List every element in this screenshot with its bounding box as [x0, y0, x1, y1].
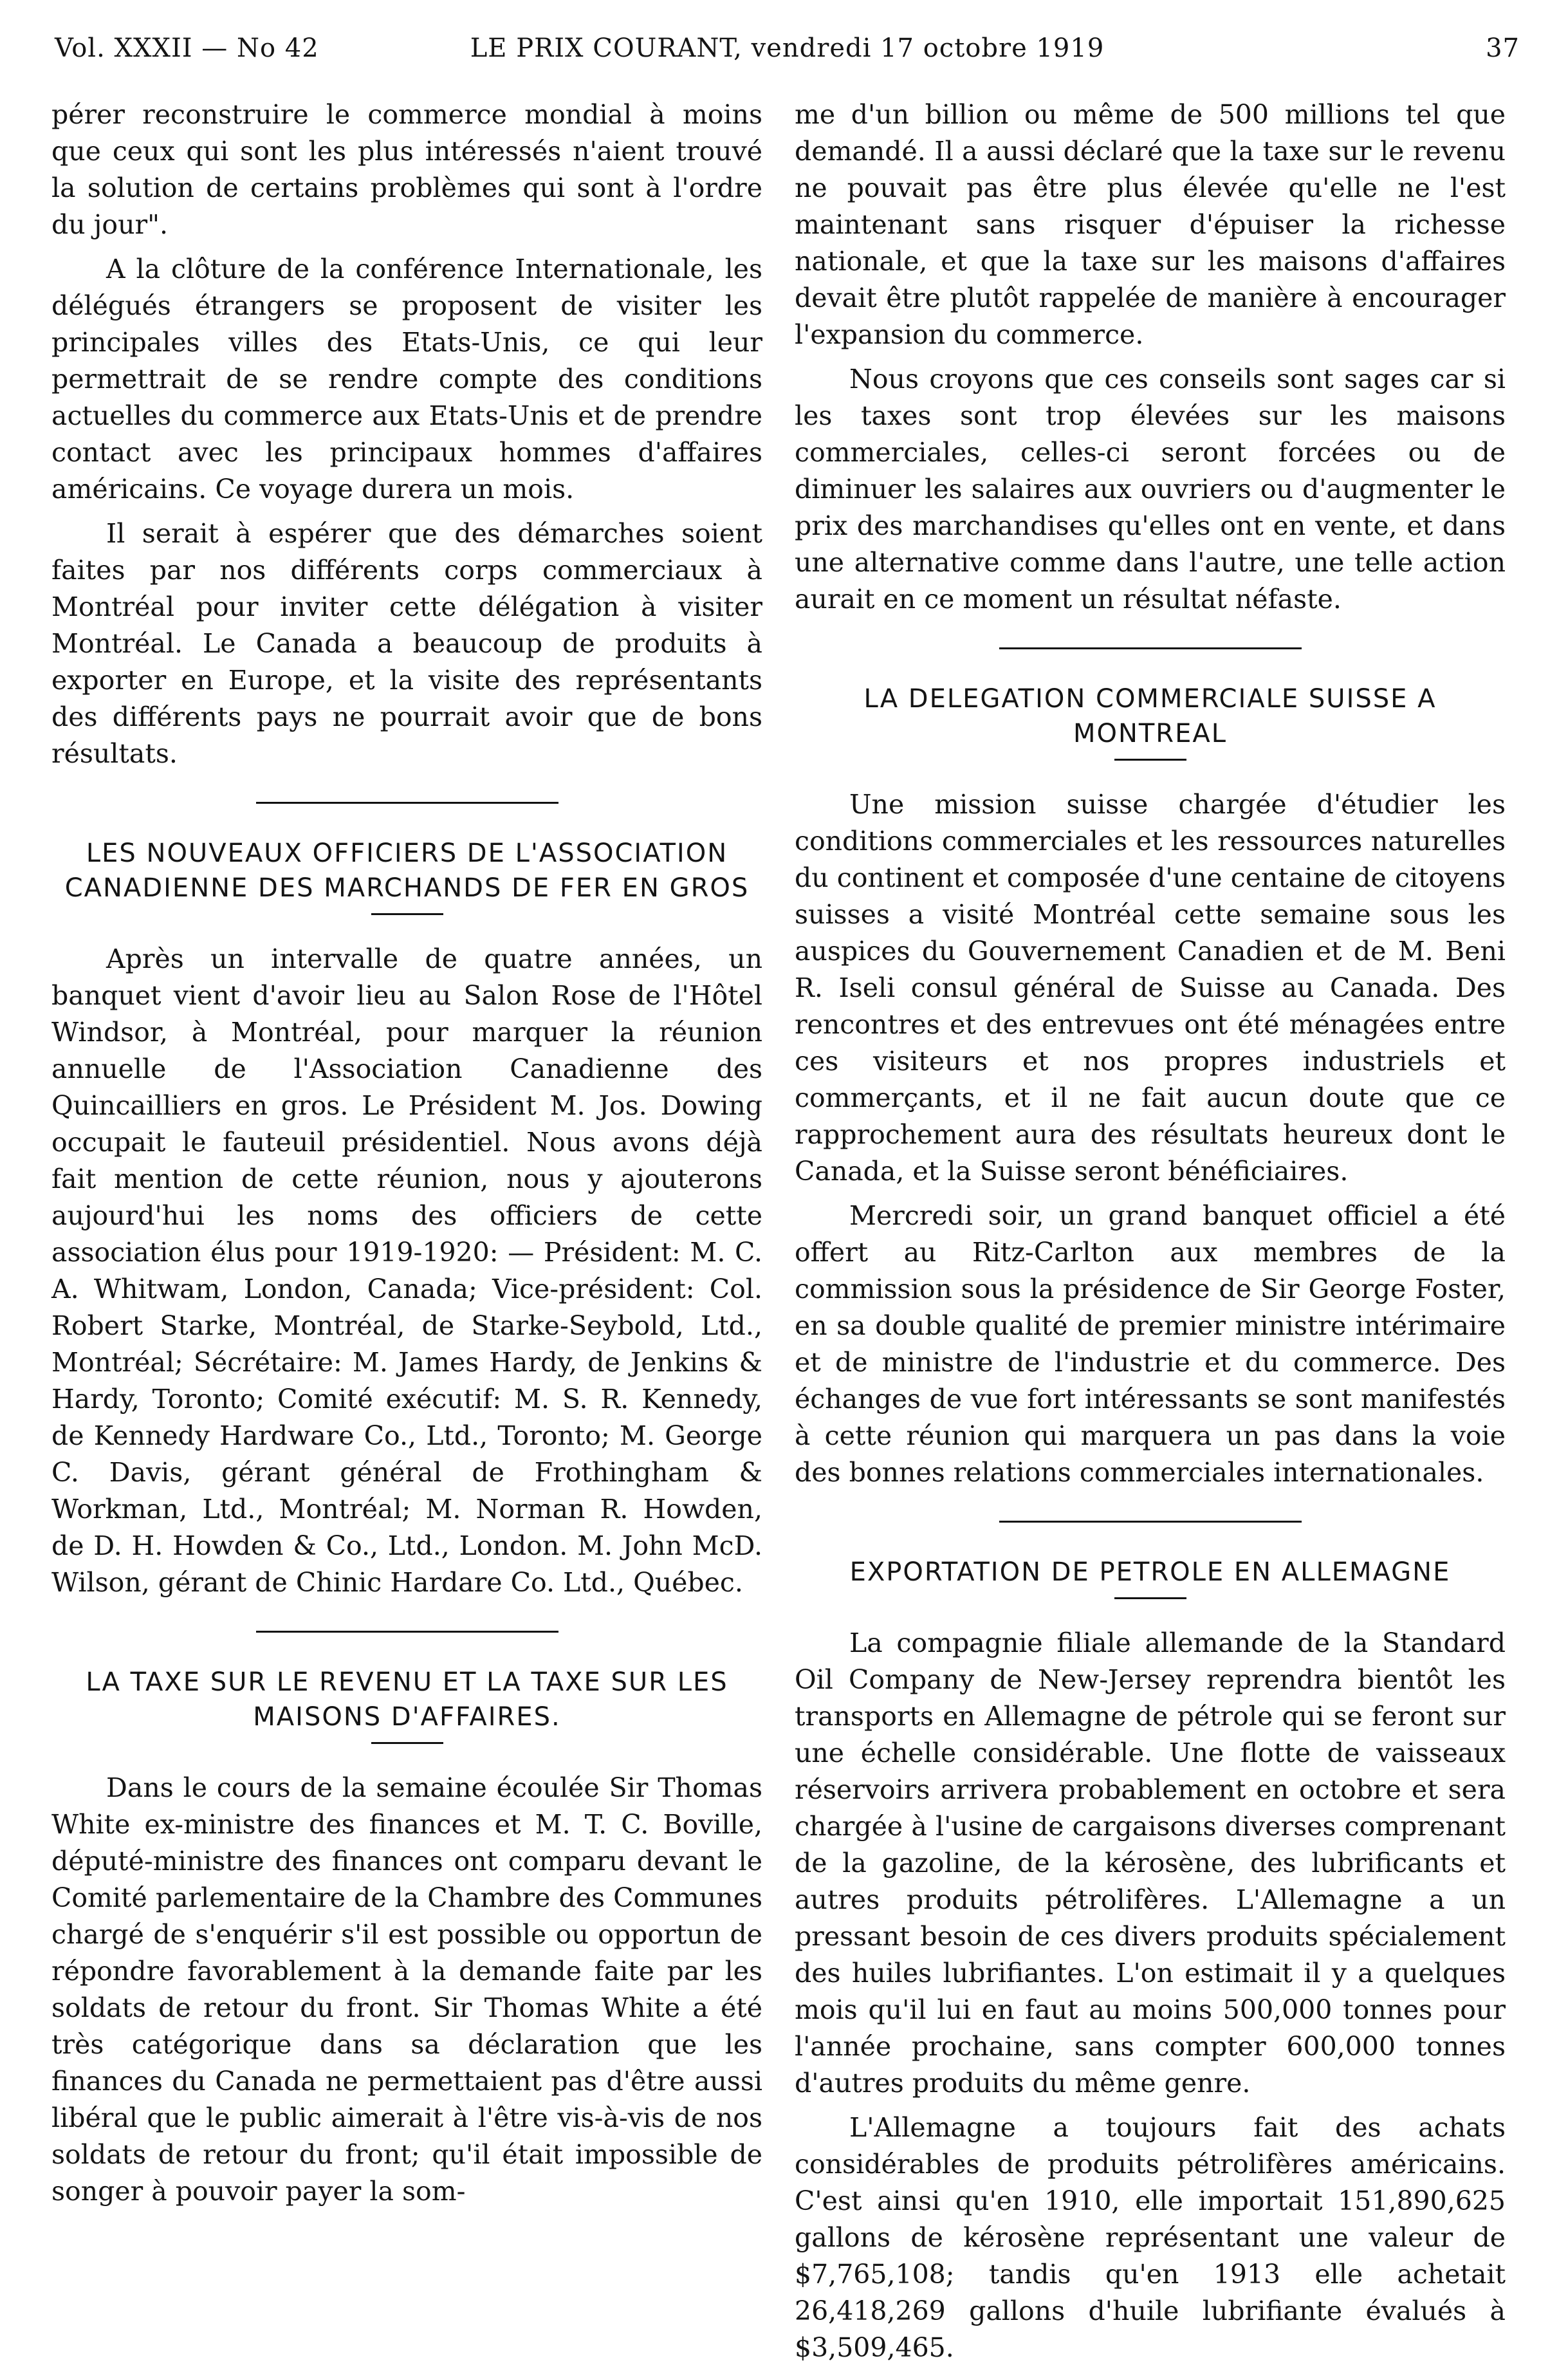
article-title: LES NOUVEAUX OFFICIERS DE L'ASSOCIATION CANADIENNE DES MARCHANDS DE FER EN GROS	[64, 839, 750, 903]
paragraph: Il serait à espérer que des démarches soient faites par nos différents corps commerciaux à Montréal pour inviter cette délégation à visiter Montréal. Le Canada a beaucoup de produits à exporter en Europe, et la visite des représentants des différents pays ne pourrait avoir que de bons résultats.	[51, 518, 762, 769]
section-divider	[999, 1521, 1302, 1523]
paragraph: Dans le cours de la semaine écoulée Sir Thomas White ex-ministre des finances et M. T. C. Boville, député-ministre des finances ont comparu devant le Comité parlementaire de la Chambre des Communes chargé de s'enquérir s'il est possible ou opportun de répondre favorablement à la demande faite par les soldats de retour du front. Sir Thomas White a été très catégorique dans sa déclaration que les finances du Canada ne permettaient pas d'être aussi libéral que le public aimerait à l'être vis-à-vis de nos soldats de retour du front; qu'il était impossible de songer à pouvoir payer la som-	[51, 1772, 762, 2207]
title-underline	[371, 1742, 443, 1744]
section-divider	[256, 1631, 558, 1633]
paragraph: me d'un billion ou même de 500 millions tel que demandé. Il a aussi déclaré que la taxe sur le revenu ne pouvait pas être plus élevée qu'elle ne l'est maintenant sans risquer d'épuiser la richesse nationale, et que la taxe sur les maisons d'affaires devait être plutôt rappelée de manière à encourager l'expansion du commerce.	[795, 99, 1506, 350]
paragraph: Nous croyons que ces conseils sont sages car si les taxes sont trop élevées sur les maisons commerciales, celles-ci seront forcées ou de diminuer les salaires aux ouvriers ou d'augmenter le prix des marchandises qu'elles ont en vente, et dans une alternative comme dans l'autre, une telle action aurait en ce moment un résultat néfaste.	[795, 364, 1506, 615]
paragraph: Une mission suisse chargée d'étudier les conditions commerciales et les ressources naturelles du continent et composée d'une centaine de citoyens suisses a visité Montréal cette semaine sous les auspices du Gouvernement Canadien et de M. Beni R. Iseli consul général de Suisse au Canada. Des rencontres et des entrevues ont été ménagées entre ces visiteurs et nos propres industriels et commerçants, et il ne fait aucun doute que ce rapprochement aura des résultats heureux dont le Canada, et la Suisse seront bénéficiaires.	[795, 789, 1506, 1187]
paragraph: Mercredi soir, un grand banquet officiel a été offert au Ritz-Carlton aux membres de la commission sous la présidence de Sir George Foster, en sa double qualité de premier ministre intérimaire et de ministre de l'industrie et du commerce. Des échanges de vue fort intéressants se sont manifestés à cette réunion qui marquera un pas dans la voie des bonnes relations commerciales internationales.	[795, 1200, 1506, 1488]
paragraph: Après un intervalle de quatre années, un banquet vient d'avoir lieu au Salon Rose de l'Hôtel Windsor, à Montréal, pour marquer la réunion annuelle de l'Association Canadienne des Quincailliers en gros. Le Président M. Jos. Dowing occupait le fauteuil présidentiel. Nous avons déjà fait mention de cette réunion, nous y ajouterons aujourd'hui les noms des officiers de cette association élus pour 1919-1920: — Président: M. C. A. Whitwam, London, Canada; Vice-président: Col. Robert Starke, Montréal, de Starke-Seybold, Ltd., Montréal; Sécrétaire: M. James Hardy, de Jenkins & Hardy, Toronto; Comité exécutif: M. S. R. Kennedy, de Kennedy Hardware Co., Ltd., Toronto; M. George C. Davis, gérant général de Frothingham & Workman, Ltd., Montréal; M. Norman R. Howden, de D. H. Howden & Co., Ltd., London. M. John McD. Wilson, gérant de Chinic Hardare Co. Ltd., Québec.	[51, 943, 762, 1598]
publication-title: LE PRIX COURANT, vendredi 17 octobre 1919	[470, 33, 1105, 63]
section-divider	[256, 802, 558, 804]
title-underline	[1114, 759, 1186, 761]
paragraph: L'Allemagne a toujours fait des achats considérables de produits pétrolifères américains. C'est ainsi qu'en 1910, elle importait 151,890,625 gallons de kérosène représentant une valeur de $7,765,108; tandis qu'en 1913 elle achetait 26,418,269 gallons d'huile lubrifiante évalués à $3,509,465.	[795, 2112, 1506, 2363]
left-column	[51, 97, 762, 2218]
page-header	[55, 33, 1520, 72]
title-underline	[371, 913, 443, 915]
section-divider	[999, 647, 1302, 649]
title-underline	[1114, 1597, 1186, 1599]
paragraph: La compagnie filiale allemande de la Standard Oil Company de New-Jersey reprendra bientôt les transports en Allemagne de pétrole qui se feront sur une échelle considérable. Une flotte de vaisseaux réservoirs arrivera probablement en octobre et sera chargée à l'usine de cargaisons diverses comprenant de la gazoline, de la kérosène, des lubrificants et autres produits pétrolifères. L'Allemagne a un pressant besoin de ces divers produits spécialement des huiles lubrifiantes. L'on estimait il y a quelques mois qu'il lui en faut au moins 500,000 tonnes pour l'année prochaine, sans compter 600,000 tonnes d'autres produits du même genre.	[795, 1627, 1506, 2099]
paragraph: pérer reconstruire le commerce mondial à moins que ceux qui sont les plus intéressés n'aient trouvé la solution de certains problèmes qui sont à l'ordre du jour".	[51, 99, 762, 240]
right-column	[795, 97, 1506, 2374]
page-number: 37	[1486, 33, 1520, 63]
article-title: LA TAXE SUR LE REVENU ET LA TAXE SUR LES MAISONS D'AFFAIRES.	[86, 1667, 728, 1732]
article-title: LA DELEGATION COMMERCIALE SUISSE A MONTREAL	[863, 684, 1437, 748]
paragraph: A la clôture de la conférence Internationale, les délégués étrangers se proposent de visiter les principales villes des Etats-Unis, ce qui leur permettrait de se rendre compte des conditions actuelles du commerce aux Etats-Unis et de prendre contact avec les principaux hommes d'affaires américains. Ce voyage durera un mois.	[51, 254, 762, 505]
issue-volume: Vol. XXXII — No 42	[55, 33, 319, 63]
article-title: EXPORTATION DE PETROLE EN ALLEMAGNE	[849, 1557, 1451, 1587]
